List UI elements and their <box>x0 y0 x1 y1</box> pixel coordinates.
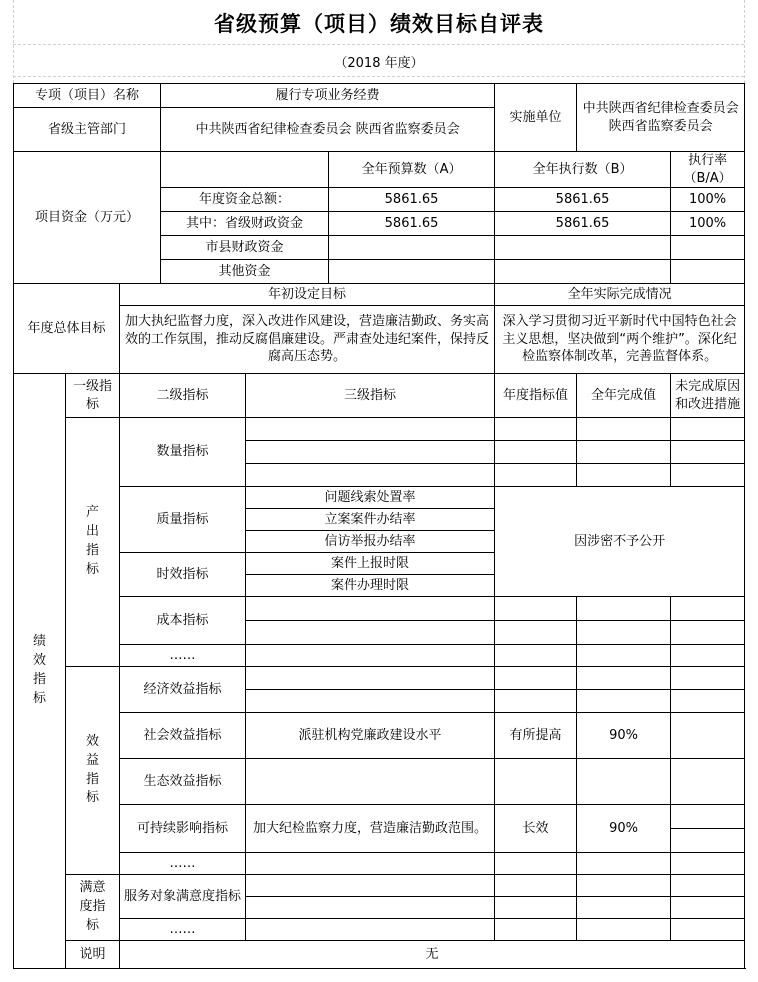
table-row <box>14 875 745 897</box>
funds-rate-value <box>671 260 745 284</box>
sustainable-impact-target: 长效 <box>495 805 577 853</box>
reason-header: 未完成原因和改进措施 <box>671 374 745 418</box>
quality-indicator: 质量指标 <box>120 487 246 553</box>
quality-item: 信访举报办结率 <box>246 531 495 553</box>
funds-rate-value: 100% <box>671 212 745 236</box>
funds-budget-value <box>329 236 495 260</box>
implementing-unit-value: 中共陕西省纪律检查委员会 陕西省监察委员会 <box>577 84 745 152</box>
table-row <box>14 152 745 188</box>
social-benefit-indicator: 社会效益指标 <box>120 713 246 759</box>
table-row <box>14 306 745 374</box>
satisfaction-indicators-label: 满意度指标 <box>66 875 120 941</box>
funds-row-label: 其中：省级财政资金 <box>161 212 329 236</box>
table-row <box>14 759 745 805</box>
sustainable-impact-indicator: 可持续影响指标 <box>120 805 246 853</box>
initial-goal-text: 加大执纪监督力度，深入改进作风建设，营造廉洁勤政、务实高效的工作氛围，推动反腐倡廉建设。严肃查处违纪案件，保持反腐高压态势。 <box>120 306 495 374</box>
initial-goal-header: 年初设定目标 <box>120 284 495 306</box>
social-benefit-target: 有所提高 <box>495 713 577 759</box>
target-header: 年度指标值 <box>495 374 577 418</box>
funds-actual-value: 5861.65 <box>495 188 671 212</box>
time-item: 案件办理时限 <box>246 575 495 597</box>
table-row <box>14 941 745 969</box>
table-row <box>14 919 745 941</box>
actual-completion-text: 深入学习贯彻习近平新时代中国特色社会主义思想，坚决做到“两个维护”。深化纪检监察体制改革，完善监督体系。 <box>495 306 745 374</box>
self-evaluation-table <box>13 83 745 969</box>
table-row <box>14 853 745 875</box>
performance-indicators-label: 绩效指标 <box>14 374 66 969</box>
level3-header: 三级指标 <box>246 374 495 418</box>
benefit-etc: …… <box>120 853 246 875</box>
time-item: 案件上报时限 <box>246 553 495 575</box>
level1-header: 一级指标 <box>66 374 120 418</box>
table-row <box>14 597 745 621</box>
completed-header: 全年完成值 <box>577 374 671 418</box>
note-label: 说明 <box>66 941 120 969</box>
funds-row-label: 年度资金总额： <box>161 188 329 212</box>
funds-actual-value <box>495 260 671 284</box>
time-indicator: 时效指标 <box>120 553 246 597</box>
funds-row-label: 市县财政资金 <box>161 236 329 260</box>
page-subtitle-year: （2018 年度） <box>334 56 424 71</box>
table-row <box>14 645 745 667</box>
confidential-notice: 因涉密不予公开 <box>495 487 745 597</box>
service-satisfaction-indicator: 服务对象满意度指标 <box>120 875 246 919</box>
quality-item: 立案案件办结率 <box>246 509 495 531</box>
funds-header-actual: 全年执行数（B） <box>495 152 671 188</box>
table-row <box>14 418 745 441</box>
table-row <box>14 713 745 759</box>
funds-budget-value: 5861.65 <box>329 188 495 212</box>
table-row <box>14 667 745 690</box>
page-title: 省级预算（项目）绩效目标自评表 <box>214 12 544 36</box>
table-row <box>14 84 745 108</box>
funds-actual-value <box>495 236 671 260</box>
funds-budget-value <box>329 260 495 284</box>
department-label: 省级主管部门 <box>14 108 161 152</box>
funds-label: 项目资金（万元） <box>14 152 161 284</box>
funds-budget-value: 5861.65 <box>329 212 495 236</box>
annual-goal-label: 年度总体目标 <box>14 284 120 374</box>
sheet-gridline <box>13 44 744 45</box>
funds-blank-cell <box>161 152 329 188</box>
funds-row-label: 其他资金 <box>161 260 329 284</box>
funds-rate-value: 100% <box>671 188 745 212</box>
table-row <box>14 374 745 418</box>
ecological-benefit-indicator: 生态效益指标 <box>120 759 246 805</box>
table-row <box>14 487 745 509</box>
output-indicators-label: 产出指标 <box>66 418 120 667</box>
satisfaction-etc: …… <box>120 919 246 941</box>
table-row <box>14 805 745 829</box>
sustainable-impact-item: 加大纪检监察力度，营造廉洁勤政范围。 <box>246 805 495 853</box>
table-row <box>14 284 745 306</box>
benefit-indicators-label: 效益指标 <box>66 667 120 875</box>
funds-rate-value <box>671 236 745 260</box>
cost-indicator: 成本指标 <box>120 597 246 645</box>
project-name-label: 专项（项目）名称 <box>14 84 161 108</box>
department-value: 中共陕西省纪律检查委员会 陕西省监察委员会 <box>161 108 495 152</box>
project-name-value: 履行专项业务经费 <box>161 84 495 108</box>
note-value: 无 <box>120 941 745 969</box>
quality-item: 问题线索处置率 <box>246 487 495 509</box>
funds-header-rate: 执行率（B/A） <box>671 152 745 188</box>
sustainable-impact-done: 90% <box>577 805 671 853</box>
economic-benefit-indicator: 经济效益指标 <box>120 667 246 713</box>
sheet-gridline <box>13 76 744 77</box>
level2-header: 二级指标 <box>120 374 246 418</box>
funds-actual-value: 5861.65 <box>495 212 671 236</box>
social-benefit-done: 90% <box>577 713 671 759</box>
actual-completion-header: 全年实际完成情况 <box>495 284 745 306</box>
implementing-unit-label: 实施单位 <box>495 84 577 152</box>
social-benefit-item: 派驻机构党廉政建设水平 <box>246 713 495 759</box>
funds-header-budget: 全年预算数（A） <box>329 152 495 188</box>
quantity-indicator: 数量指标 <box>120 418 246 487</box>
output-etc: …… <box>120 645 246 667</box>
